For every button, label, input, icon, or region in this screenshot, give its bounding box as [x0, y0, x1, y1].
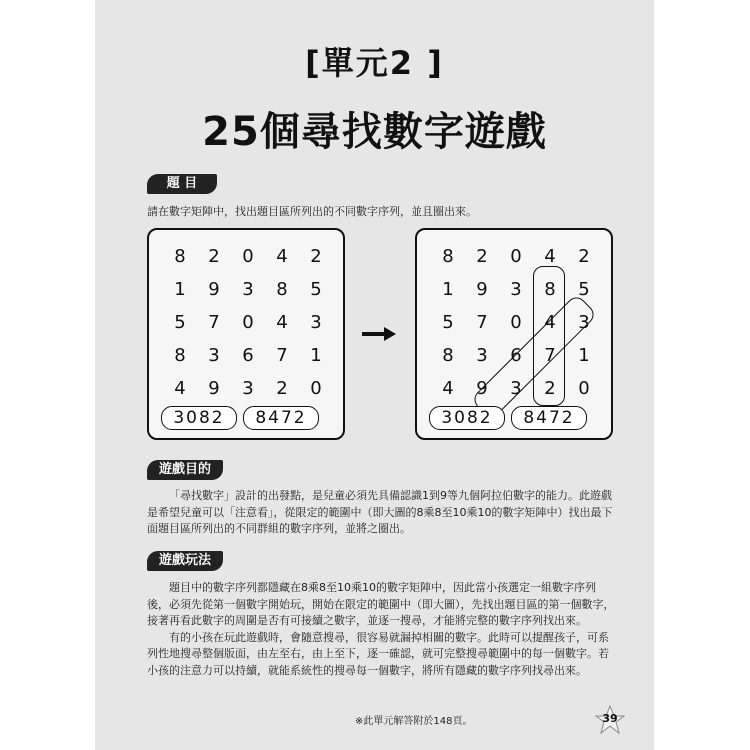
grid-cell: 6 — [242, 345, 254, 366]
grid-cell: 0 — [510, 312, 522, 333]
grid-cell: 3 — [310, 312, 322, 333]
grid-cell: 3 — [510, 279, 522, 300]
grid-cell: 0 — [310, 378, 322, 399]
grid-cell: 9 — [208, 279, 220, 300]
grid-cell: 3 — [476, 345, 488, 366]
grid-cell: 8 — [174, 246, 186, 267]
grid-cell: 4 — [174, 378, 186, 399]
page-title: 25個尋找數字遊戲 — [202, 109, 547, 155]
grid-cell: 1 — [578, 345, 590, 366]
answer-footnote: ※此單元解答附於148頁。 — [355, 716, 473, 727]
grid-row — [163, 273, 333, 306]
grid-cell: 3 — [208, 345, 220, 366]
grid-cell: 5 — [310, 279, 322, 300]
arrow-right-icon — [362, 327, 396, 341]
grid-cell: 8 — [174, 345, 186, 366]
grid-cell: 3 — [242, 279, 254, 300]
grid-cell: 9 — [476, 279, 488, 300]
section-tag-question: 題 目 — [147, 174, 217, 194]
page-number: 39 — [602, 712, 618, 725]
target-sequences-right — [429, 406, 587, 430]
puzzle-box-right — [415, 228, 613, 440]
number-grid-left — [163, 240, 333, 405]
grid-cell: 0 — [510, 246, 522, 267]
question-text: 請在數字矩陣中，找出題目區所列出的不同數字序列，並且圈出來。 — [147, 205, 477, 218]
grid-cell: 6 — [510, 345, 522, 366]
grid-cell: 1 — [174, 279, 186, 300]
grid-cell: 5 — [174, 312, 186, 333]
grid-cell: 8 — [544, 279, 556, 300]
grid-cell: 7 — [208, 312, 220, 333]
section-tag-purpose: 遊戲目的 — [147, 460, 223, 480]
section-tag-howto: 遊戲玩法 — [147, 551, 223, 571]
grid-cell: 1 — [442, 279, 454, 300]
grid-row — [431, 240, 601, 273]
howto-paragraph: 題目中的數字序列都隱藏在8乘8至10乘10的數字矩陣中，因此當小孩選定一組數字序列後，必須先從第一個數字開始玩，開始在限定的範圍中（即大圖），先找出題目區的第一個數字，接著再看此數字的周圍是否有可接續之數字，並逐一搜尋，才能將完整的數字序列找出來。 — [147, 581, 615, 627]
puzzle-box-left — [147, 228, 345, 440]
grid-cell: 8 — [442, 246, 454, 267]
target-sequence: 3082 — [161, 406, 237, 430]
grid-cell: 4 — [544, 312, 556, 333]
grid-row — [163, 306, 333, 339]
grid-row — [163, 372, 333, 405]
grid-row — [163, 240, 333, 273]
grid-cell: 8 — [276, 279, 288, 300]
grid-row — [163, 339, 333, 372]
target-sequence: 8472 — [243, 406, 319, 430]
grid-cell: 4 — [544, 246, 556, 267]
grid-cell: 2 — [476, 246, 488, 267]
grid-cell: 8 — [442, 345, 454, 366]
grid-cell: 2 — [578, 246, 590, 267]
grid-cell: 5 — [578, 279, 590, 300]
target-sequences-left — [161, 406, 319, 430]
howto-text — [147, 580, 617, 679]
grid-cell: 7 — [276, 345, 288, 366]
grid-cell: 5 — [442, 312, 454, 333]
grid-cell: 4 — [276, 312, 288, 333]
unit-label: [單元2 ] — [305, 44, 444, 82]
grid-cell: 2 — [276, 378, 288, 399]
grid-cell: 7 — [544, 345, 556, 366]
grid-cell: 3 — [578, 312, 590, 333]
grid-cell: 9 — [208, 378, 220, 399]
grid-cell: 0 — [242, 246, 254, 267]
grid-cell: 4 — [276, 246, 288, 267]
grid-cell: 2 — [544, 378, 556, 399]
grid-cell: 2 — [208, 246, 220, 267]
target-sequence: 3082 — [429, 406, 505, 430]
grid-cell: 3 — [242, 378, 254, 399]
grid-cell: 4 — [442, 378, 454, 399]
grid-cell: 3 — [510, 378, 522, 399]
grid-cell: 7 — [476, 312, 488, 333]
purpose-text: 「尋找數字」設計的出發點，是兒童必須先具備認識1到9等九個阿拉伯數字的能力。此遊戲是希望兒童可以「注意看」，從限定的範圍中（即大圖的8乘8至10乘10的數字矩陣中）找出最下面題目區所列出的不同群組的數字序列，並將之圈出。 — [147, 489, 613, 535]
grid-cell: 0 — [578, 378, 590, 399]
grid-cell: 9 — [476, 378, 488, 399]
target-sequence: 8472 — [511, 406, 587, 430]
book-page — [95, 0, 654, 750]
grid-cell: 2 — [310, 246, 322, 267]
howto-paragraph: 有的小孩在玩此遊戲時，會隨意搜尋，很容易就漏掉相關的數字。此時可以提醒孩子，可系列性地搜尋整個版面，由左至右，由上至下，逐一確認，就可完整搜尋範圍中的每一個數字。若小孩的注意力可以持續，就能系統性的搜尋每一個數字，將所有隱藏的數字序列找尋出來。 — [147, 630, 609, 677]
grid-cell: 1 — [310, 345, 322, 366]
grid-cell: 0 — [242, 312, 254, 333]
